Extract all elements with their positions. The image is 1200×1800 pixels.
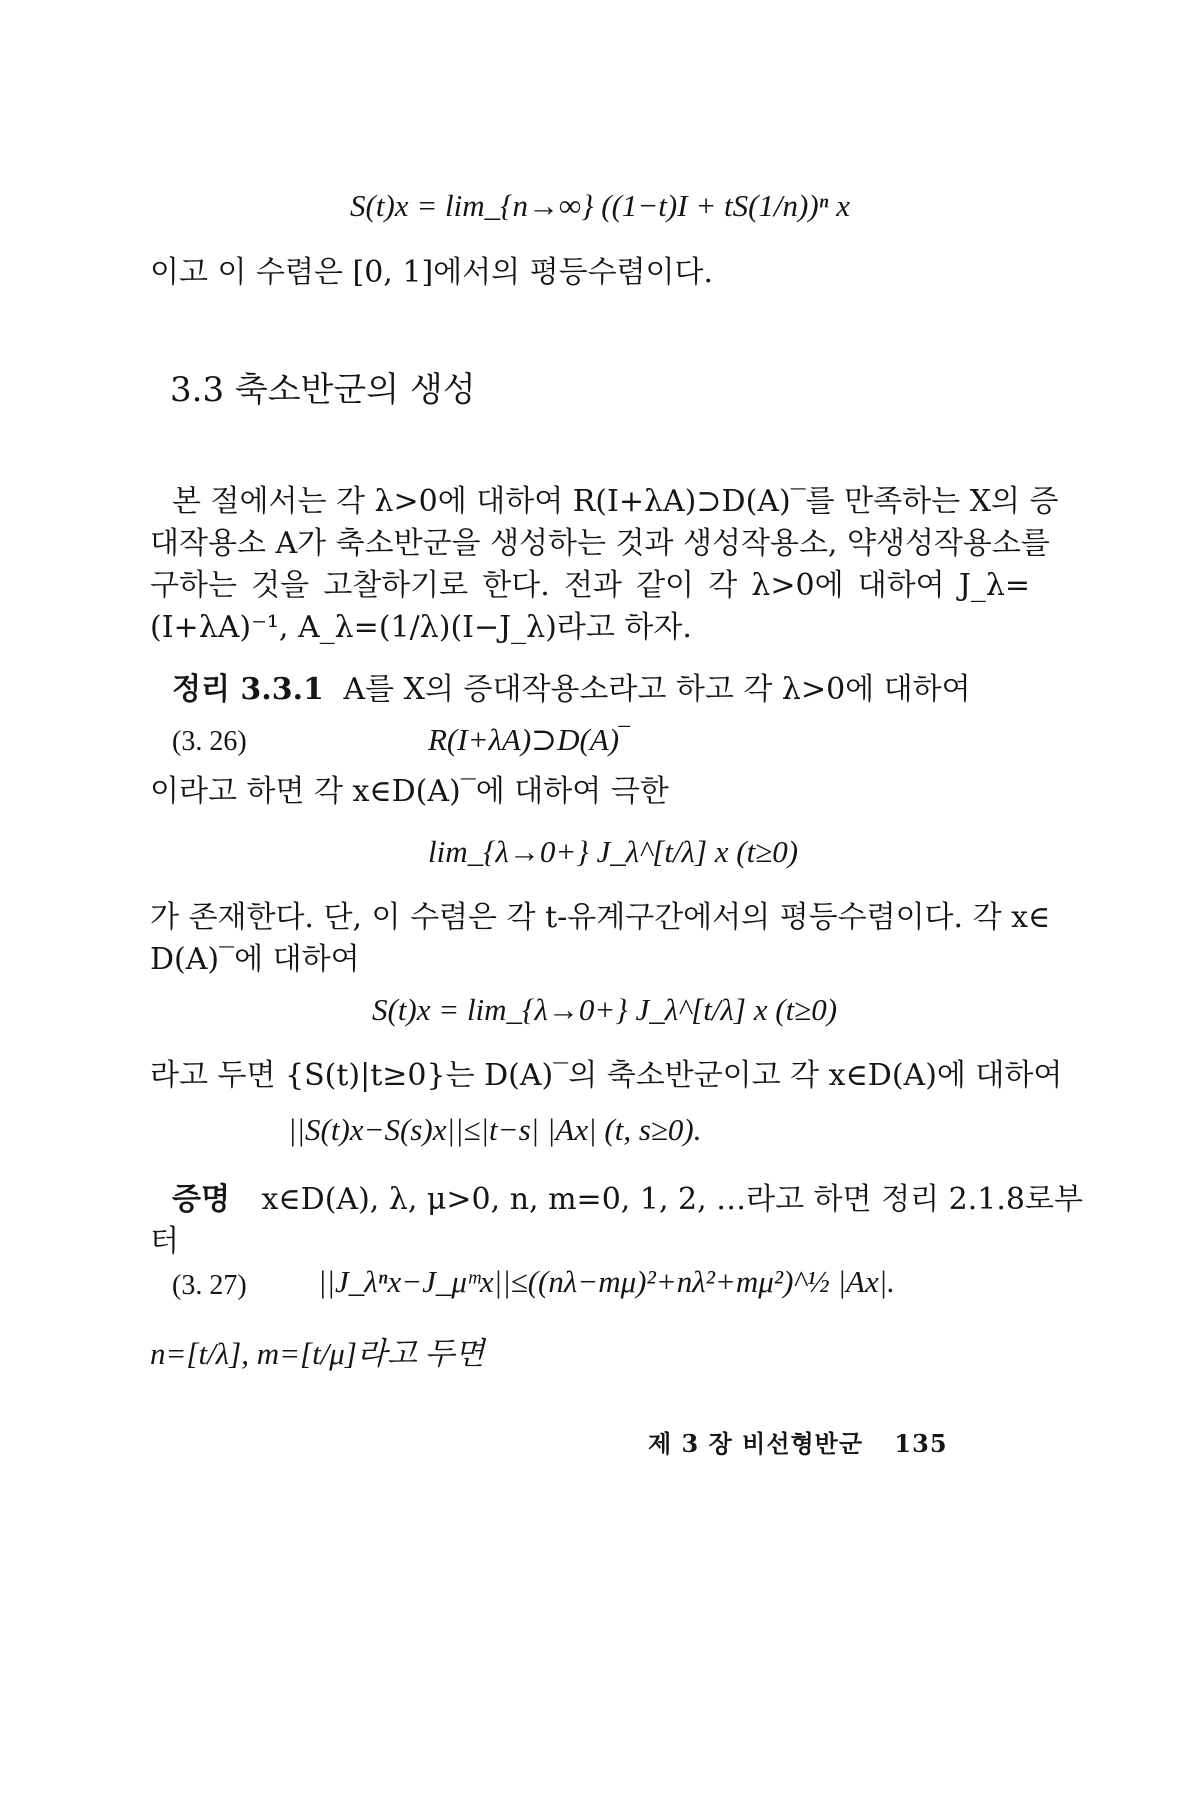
section-title: 3.3 축소반군의 생성	[170, 370, 476, 410]
running-footer	[648, 1424, 948, 1464]
paragraph-line-4: (I+λA)⁻¹, A_λ=(1/λ)(I−J_λ)라고 하자.	[150, 610, 692, 645]
theorem-heading	[172, 670, 971, 710]
equation-number-327: (3. 27)	[172, 1270, 247, 1301]
paragraph-line-1: 본 절에서는 각 λ>0에 대하여 R(I+λA)⊃D(A)‾를 만족하는 X의 증	[172, 484, 1059, 519]
proof-label: 증명	[172, 1182, 230, 1217]
equation-327: ||J_λⁿx−J_μᵐx||≤((nλ−mμ)²+nλ²+mμ²)^½ |Ax|.	[318, 1264, 895, 1299]
theorem-line-8: 라고 두면 {S(t)|t≥0}는 D(A)‾의 축소반군이고 각 x∈D(A)에 대하여	[150, 1058, 1063, 1093]
paragraph-line-2: 대작용소 A가 축소반군을 생성하는 것과 생성작용소, 약생성작용소를	[150, 526, 1050, 561]
semigroup-equation: S(t)x = lim_{λ→0+} J_λ^[t/λ] x (t≥0)	[372, 992, 838, 1027]
page-number: 135	[894, 1429, 948, 1458]
last-line: n=[t/λ], m=[t/μ]라고 두면	[150, 1336, 485, 1371]
theorem-statement: A를 X의 증대작용소라고 하고 각 λ>0에 대하여	[343, 672, 971, 707]
proof-line-2: 터	[150, 1224, 179, 1259]
limit-equation: lim_{λ→0+} J_λ^[t/λ] x (t≥0)	[428, 834, 799, 869]
proof-line-1: x∈D(A), λ, μ>0, n, m=0, 1, 2, …라고 하면 정리 2.1.8로부	[261, 1182, 1083, 1217]
inequality: ||S(t)x−S(s)x||≤|t−s| |Ax| (t, s≥0).	[288, 1112, 702, 1147]
text-uniform-convergence: 이고 이 수렴은 [0, 1]에서의 평등수렴이다.	[150, 255, 714, 290]
theorem-line-3: 이라고 하면 각 x∈D(A)‾에 대하여 극한	[150, 774, 669, 809]
chapter-footer: 제 3 장 비선형반군	[648, 1429, 864, 1458]
equation-number-326: (3. 26)	[172, 726, 247, 757]
paragraph-line-3: 구하는 것을 고찰하기로 한다. 전과 같이 각 λ>0에 대하여 J_λ=	[150, 568, 1030, 603]
theorem-label: 정리 3.3.1	[172, 672, 324, 707]
theorem-line-6: D(A)‾에 대하여	[150, 942, 360, 977]
equation-top: S(t)x = lim_{n→∞} ((1−t)I + tS(1/n))ⁿ x	[350, 188, 850, 223]
theorem-line-5: 가 존재한다. 단, 이 수렴은 각 t-유계구간에서의 평등수렴이다. 각 x∈	[150, 900, 1051, 935]
equation-326: R(I+λA)⊃D(A)‾	[428, 722, 630, 757]
proof-heading	[172, 1180, 1083, 1220]
